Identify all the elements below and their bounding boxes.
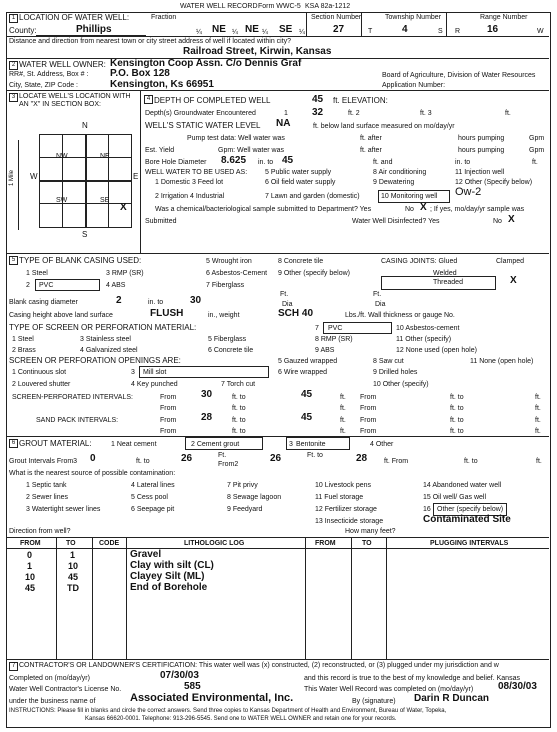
direction-label: Direction from well? bbox=[9, 528, 71, 535]
contam-2[interactable]: 2 Sewer lines bbox=[26, 494, 69, 501]
blank-in-to: in. to bbox=[148, 299, 164, 306]
sand-to-3: ft. to bbox=[232, 428, 246, 435]
groundwater-3: ft. 3 bbox=[420, 110, 432, 117]
opening-3: 3 bbox=[131, 369, 135, 376]
record-date[interactable]: 08/30/03 bbox=[498, 681, 537, 692]
bore-to[interactable]: 45 bbox=[282, 155, 294, 166]
screen-pvc[interactable]: PVC bbox=[328, 325, 343, 332]
casing-8[interactable]: 8 Concrete tile bbox=[278, 258, 324, 265]
s3-label: LOCATE WELL'S LOCATION WITH AN "X" IN SECTION BOX: bbox=[19, 93, 131, 109]
contam-14[interactable]: 14 Abandoned water well bbox=[423, 482, 502, 489]
application-number-label: Application Number: bbox=[382, 82, 446, 89]
height-label: Casing height above land surface bbox=[9, 312, 113, 319]
sand-from-label: From bbox=[160, 417, 177, 424]
log-to-cell[interactable]: TD bbox=[67, 583, 79, 593]
grout-bentonite[interactable]: Bentonite bbox=[296, 441, 326, 448]
casing-weight[interactable]: SCH 40 bbox=[278, 308, 314, 319]
bore-ft-end: ft. bbox=[532, 159, 538, 166]
grout-3: 3 bbox=[289, 441, 293, 448]
opening-10[interactable]: 10 Other (specify) bbox=[373, 381, 429, 388]
distance-value[interactable]: Railroad Street, Kirwin, Kansas bbox=[183, 46, 332, 57]
blank-dia-label: Blank casing diameter bbox=[9, 299, 78, 306]
city-label: City, State, ZIP Code : bbox=[9, 82, 78, 89]
casing-ft-1: Ft. bbox=[280, 291, 289, 298]
yield-ft-after: ft. after bbox=[360, 147, 382, 154]
sand-to-label: ft. to bbox=[232, 417, 246, 424]
screen-10[interactable]: 10 Asbestos-cement bbox=[396, 325, 460, 332]
log-desc-cell[interactable]: Clayey Silt (ML) bbox=[130, 571, 205, 582]
instructions-line-2: Kansas 66620-0001. Telephone: 913-296-5545. Send one to WATER WELL OWNER and retain one for your records. bbox=[85, 716, 397, 722]
spi-ft-4: ft. bbox=[535, 405, 541, 412]
license-label: Water Well Contractor's License No. bbox=[9, 686, 122, 693]
yield-gpm: Gpm: Well water was bbox=[218, 147, 284, 154]
range-label: Range Number bbox=[480, 14, 528, 21]
grout-from-2[interactable]: 26 bbox=[270, 453, 282, 464]
groundwater-1: 1 bbox=[284, 110, 288, 117]
spi-from-3: From bbox=[160, 405, 177, 412]
groundwater-ft: ft. bbox=[505, 110, 511, 117]
grout-to-1[interactable]: 26 bbox=[181, 453, 193, 464]
spi-to[interactable]: 45 bbox=[301, 389, 313, 400]
spi-label: SCREEN-PERFORATED INTERVALS: bbox=[12, 394, 133, 401]
casing-3[interactable]: 3 RMP (SR) bbox=[106, 270, 144, 277]
groundwater-label: Depth(s) Groundwater Encountered bbox=[145, 110, 256, 117]
mile-scale: 1 Mile bbox=[9, 169, 15, 186]
log-header-to: TO bbox=[66, 540, 76, 547]
casing-4[interactable]: 4 ABS bbox=[106, 282, 126, 289]
grout-2[interactable]: 2 Cement grout bbox=[191, 441, 240, 448]
distance-label: Distance and direction from nearest town or city street address of well if located within city? bbox=[9, 38, 292, 45]
spi-from-2: From bbox=[360, 394, 377, 401]
groundwater-2: ft. 2 bbox=[348, 110, 360, 117]
section-7-number: 7 bbox=[9, 662, 18, 671]
casing-6[interactable]: 6 Asbestos-Cement bbox=[206, 270, 268, 277]
sand-from-4: From bbox=[360, 428, 377, 435]
casing-pvc[interactable]: PVC bbox=[39, 282, 54, 289]
casing-9[interactable]: 9 Other (specify below) bbox=[278, 270, 350, 277]
contam-12[interactable]: 12 Fertilizer storage bbox=[315, 506, 377, 513]
opening-8[interactable]: 8 Saw cut bbox=[373, 358, 404, 365]
casing-label: TYPE OF BLANK CASING USED: bbox=[19, 256, 142, 265]
log-desc-cell[interactable]: Gravel bbox=[130, 549, 162, 560]
static-rest: ft. below land surface measured on mo/day/yr bbox=[313, 123, 455, 130]
use-lawn[interactable]: 7 Lawn and garden (domestic) bbox=[265, 193, 360, 200]
north-label: N bbox=[82, 121, 88, 130]
range-w: W bbox=[537, 28, 544, 35]
quarter-symbol-3: ¼ bbox=[262, 29, 268, 36]
pump-gpm: Gpm bbox=[529, 135, 545, 142]
submitted-label: Submitted bbox=[145, 218, 177, 225]
opening-1[interactable]: 1 Continuous slot bbox=[12, 369, 67, 376]
contam-7[interactable]: 7 Pit privy bbox=[227, 482, 258, 489]
use-monitoring[interactable]: 10 Monitoring well bbox=[381, 193, 438, 200]
use-public[interactable]: 5 Public water supply bbox=[265, 169, 332, 176]
grout-to-3: ft. to bbox=[464, 458, 478, 465]
screen-9[interactable]: 9 ABS bbox=[315, 347, 335, 354]
grout-from-3: ft. From bbox=[384, 458, 409, 465]
completed-label: Completed on (mo/day/yr) bbox=[9, 675, 90, 682]
contam-9[interactable]: 9 Feedyard bbox=[227, 506, 263, 513]
casing-height[interactable]: FLUSH bbox=[150, 308, 184, 319]
use-air[interactable]: 8 Air conditioning bbox=[373, 169, 427, 176]
signature-label: By (signature) bbox=[352, 698, 396, 705]
sand-from-3: From bbox=[160, 428, 177, 435]
grout-from2-label: Ft. From2 bbox=[218, 452, 239, 469]
screen-6[interactable]: 6 Concrete tile bbox=[208, 347, 254, 354]
township-t: T bbox=[368, 28, 373, 35]
business-label: under the business name of bbox=[9, 698, 96, 705]
county-label: County: bbox=[9, 26, 37, 35]
casing-7[interactable]: 7 Fiberglass bbox=[206, 282, 245, 289]
contam-11[interactable]: 11 Fuel storage bbox=[315, 494, 364, 501]
log-header-plug-to: TO bbox=[362, 540, 372, 547]
sand-label: SAND PACK INTERVALS: bbox=[36, 417, 119, 424]
dia-label-1: Dia bbox=[282, 301, 293, 308]
log-desc-cell[interactable]: End of Borehole bbox=[130, 582, 208, 593]
screen-4[interactable]: 4 Galvanized steel bbox=[80, 347, 138, 354]
log-from-cell[interactable]: 1 bbox=[27, 561, 33, 571]
use-domestic[interactable]: 1 Domestic 3 Feed lot bbox=[155, 179, 224, 186]
blank-to[interactable]: 30 bbox=[190, 295, 202, 306]
chem-label: Was a chemical/bacteriological sample submitted to Department? Yes bbox=[155, 206, 372, 213]
log-header-lithology: LITHOLOGIC LOG bbox=[184, 540, 245, 547]
log-header-code: CODE bbox=[99, 540, 120, 547]
how-many-label: How many feet? bbox=[345, 528, 396, 535]
log-from-cell[interactable]: 10 bbox=[25, 572, 36, 582]
pump-test-label: Pump test data: Well water was bbox=[187, 135, 285, 142]
joints-clamped[interactable]: Clamped bbox=[496, 258, 525, 265]
openings-label: SCREEN OR PERFORATION OPENINGS ARE: bbox=[9, 356, 181, 365]
township-s: S bbox=[438, 28, 443, 35]
spi-to-4: ft. to bbox=[450, 405, 464, 412]
log-from-cell[interactable]: 45 bbox=[25, 583, 36, 593]
log-header-plug-from: FROM bbox=[315, 540, 336, 547]
grout-to-label-1: ft. to bbox=[136, 458, 150, 465]
south-label: S bbox=[82, 230, 88, 239]
township-number[interactable]: 4 bbox=[402, 24, 408, 35]
spi-from[interactable]: 30 bbox=[201, 389, 213, 400]
use-irrigation[interactable]: 2 Irrigation 4 Industrial bbox=[155, 193, 225, 200]
screen-11[interactable]: 11 Other (specify) bbox=[396, 336, 452, 343]
opening-9[interactable]: 9 Drilled holes bbox=[373, 369, 418, 376]
contam-1[interactable]: 1 Septic tank bbox=[26, 482, 67, 489]
opening-11[interactable]: 11 None (open hole) bbox=[470, 358, 534, 365]
elevation-label: ft. ELEVATION: bbox=[333, 96, 388, 105]
grout-intervals-label: Grout Intervals From3 bbox=[9, 458, 78, 465]
grout-to2-label: Ft. to bbox=[307, 452, 323, 459]
bore-ft-and: ft. and bbox=[373, 159, 393, 166]
owner-city[interactable]: Kensington, Ks 66951 bbox=[110, 79, 214, 90]
bore-in-to-2: in. to bbox=[455, 159, 471, 166]
sand-from[interactable]: 28 bbox=[201, 412, 213, 423]
casing-5[interactable]: 5 Wrought iron bbox=[206, 258, 252, 265]
sand-ft: ft. bbox=[340, 417, 346, 424]
grout-ft-end: ft. bbox=[536, 458, 542, 465]
log-to-cell[interactable]: 45 bbox=[68, 572, 79, 582]
bore-in-to: in. to bbox=[258, 159, 274, 166]
spi-to-3: ft. to bbox=[232, 405, 246, 412]
yield-label: Est. Yield bbox=[145, 147, 175, 154]
section-6-number: 6 bbox=[9, 439, 18, 448]
grout-1[interactable]: 1 Neat cement bbox=[111, 441, 157, 448]
chem-if-yes: ; If yes, mo/day/yr sample was bbox=[430, 206, 525, 213]
quadrant-nw: NW bbox=[56, 153, 68, 160]
section-number[interactable]: 27 bbox=[333, 24, 345, 35]
bore-diameter[interactable]: 8.625 bbox=[221, 155, 247, 166]
disinfected-label: Water Well Disinfected? Yes bbox=[352, 218, 440, 225]
s2-label: WATER WELL OWNER: bbox=[19, 60, 106, 69]
east-label: E bbox=[133, 172, 139, 181]
screen-8[interactable]: 8 RMP (SR) bbox=[315, 336, 353, 343]
sand-ft-3: ft. bbox=[340, 428, 346, 435]
spi-to-label: ft. to bbox=[232, 394, 246, 401]
completed-date[interactable]: 07/30/03 bbox=[160, 670, 199, 681]
screen-1[interactable]: 1 Steel bbox=[12, 336, 34, 343]
spi-from-label: From bbox=[160, 394, 177, 401]
use-injection[interactable]: 11 Injection well bbox=[455, 169, 505, 176]
log-header-plugging: PLUGGING INTERVALS bbox=[430, 540, 509, 547]
grout-label: GROUT MATERIAL: bbox=[19, 439, 92, 448]
screen-7: 7 bbox=[315, 325, 319, 332]
sand-from-2: From bbox=[360, 417, 377, 424]
spi-ft-2: ft. bbox=[535, 394, 541, 401]
contam-3[interactable]: 3 Watertight sewer lines bbox=[26, 506, 101, 513]
form-title: WATER WELL RECORD bbox=[180, 3, 258, 10]
wall-thickness-label: Lbs./ft. Wall thickness or gauge No. bbox=[345, 312, 455, 319]
well-location-x[interactable]: X bbox=[120, 202, 127, 213]
fraction-1[interactable]: NE bbox=[212, 24, 226, 35]
contam-16: 16 bbox=[423, 506, 431, 513]
spi-ft: ft. bbox=[340, 394, 346, 401]
grout-4[interactable]: 4 Other bbox=[370, 441, 394, 448]
log-desc-cell[interactable]: Clay with silt (CL) bbox=[130, 560, 214, 571]
contam-4[interactable]: 4 Lateral lines bbox=[131, 482, 175, 489]
quadrant-ne: NE bbox=[100, 153, 110, 160]
section-2-number: 2 bbox=[9, 61, 18, 70]
casing-2: 2 bbox=[26, 282, 30, 289]
log-to-cell[interactable]: 10 bbox=[68, 561, 79, 571]
west-label: W bbox=[30, 172, 38, 181]
address-label: RR#, St. Address, Box # : bbox=[9, 71, 89, 78]
yield-hours: hours pumping bbox=[458, 147, 505, 154]
business-name[interactable]: Associated Environmental, Inc. bbox=[130, 692, 294, 704]
pump-ft-after: ft. after bbox=[360, 135, 382, 142]
opening-6[interactable]: 6 Wire wrapped bbox=[278, 369, 328, 376]
license-number[interactable]: 585 bbox=[184, 681, 201, 692]
opening-4[interactable]: 4 Key punched bbox=[131, 381, 178, 388]
use-dewatering[interactable]: 9 Dewatering bbox=[373, 179, 415, 186]
chem-no-x[interactable]: X bbox=[420, 202, 427, 213]
use-other[interactable]: 12 Other (Specify below) bbox=[455, 179, 533, 186]
bore-label: Bore Hole Diameter bbox=[145, 159, 207, 166]
fraction-3[interactable]: SE bbox=[279, 24, 293, 35]
contam-10[interactable]: 10 Livestock pens bbox=[315, 482, 372, 489]
log-from-cell[interactable]: 0 bbox=[27, 550, 33, 560]
log-header-from: FROM bbox=[20, 540, 41, 547]
section-number-label: Section Number bbox=[311, 14, 362, 21]
section-1-number: 1 bbox=[9, 14, 18, 23]
joints-welded[interactable]: Welded bbox=[433, 270, 457, 277]
screen-3[interactable]: 3 Stainless steel bbox=[80, 336, 131, 343]
opening-mill-slot[interactable]: Mill slot bbox=[143, 369, 167, 376]
static-value[interactable]: NA bbox=[276, 118, 291, 129]
quarter-symbol-2: ¼ bbox=[232, 29, 238, 36]
disinfected-x[interactable]: X bbox=[508, 214, 515, 225]
weight-label: in., weight bbox=[208, 312, 240, 319]
casing-ft-2: Ft. bbox=[373, 291, 382, 298]
groundwater-depth[interactable]: 32 bbox=[312, 107, 324, 118]
ksa-reference: KSA 82a-1212 bbox=[305, 3, 351, 10]
s1-label: LOCATION OF WATER WELL: bbox=[19, 13, 130, 22]
joints-label: CASING JOINTS: Glued bbox=[381, 258, 458, 265]
depth-value[interactable]: 45 bbox=[312, 94, 324, 105]
contam-5[interactable]: 5 Cess pool bbox=[131, 494, 168, 501]
fraction-label: Fraction bbox=[151, 14, 177, 21]
yield-gpm-end: Gpm bbox=[529, 147, 545, 154]
sand-to-2: ft. to bbox=[450, 417, 464, 424]
board-label: Board of Agriculture, Division of Water Resources bbox=[382, 72, 536, 79]
range-number[interactable]: 16 bbox=[487, 24, 499, 35]
true-statement: and this record is true to the best of my knowledge and belief. Kansas bbox=[304, 675, 520, 682]
dia-label-2: Dia bbox=[375, 301, 386, 308]
blank-diameter[interactable]: 2 bbox=[116, 295, 122, 306]
section-3-number: 3 bbox=[9, 93, 18, 102]
pump-hours: hours pumping bbox=[458, 135, 505, 142]
static-label: WELL'S STATIC WATER LEVEL bbox=[145, 121, 261, 130]
disinfected-no[interactable]: No bbox=[493, 218, 502, 225]
screen-2[interactable]: 2 Brass bbox=[12, 347, 36, 354]
use-oil[interactable]: 6 Oil field water supply bbox=[265, 179, 336, 186]
form-number: Form WWC-5 bbox=[258, 3, 301, 10]
opening-2[interactable]: 2 Louvered shutter bbox=[12, 381, 71, 388]
contam-15[interactable]: 15 Oil well/ Gas well bbox=[423, 494, 487, 501]
contam-other[interactable]: Other (specify below) bbox=[437, 506, 504, 513]
contam-label: What is the nearest source of possible contamination: bbox=[9, 470, 176, 477]
opening-7[interactable]: 7 Torch cut bbox=[221, 381, 256, 388]
contam-other-value[interactable]: Contaminated Site bbox=[423, 514, 511, 525]
threaded-x[interactable]: X bbox=[510, 275, 517, 286]
section-4-number: 4 bbox=[144, 95, 153, 104]
range-r: R bbox=[455, 28, 461, 35]
quadrant-se: SE bbox=[100, 197, 110, 204]
county-value[interactable]: Phillips bbox=[76, 24, 112, 35]
section-5-number: 5 bbox=[9, 256, 18, 265]
sand-to[interactable]: 45 bbox=[301, 412, 313, 423]
fraction-2[interactable]: NE bbox=[245, 24, 259, 35]
owner-address[interactable]: P.O. Box 128 bbox=[110, 68, 170, 79]
sand-ft-2: ft. bbox=[535, 417, 541, 424]
sand-ft-4: ft. bbox=[535, 428, 541, 435]
grout-from-1[interactable]: 0 bbox=[90, 453, 96, 464]
certification-label: CONTRACTOR'S OR LANDOWNER'S CERTIFICATION: This water well was (x) constructed, (2) reconstructed, or (3) plugged under my jurisdiction and w bbox=[19, 662, 499, 669]
quarter-symbol-1: ¼ bbox=[196, 29, 202, 36]
grout-to-2[interactable]: 28 bbox=[356, 453, 368, 464]
use-other-value[interactable]: Ow-2 bbox=[455, 186, 482, 198]
screen-12[interactable]: 12 None used (open hole) bbox=[396, 347, 477, 354]
contam-8[interactable]: 8 Sewage lagoon bbox=[227, 494, 282, 501]
joints-threaded[interactable]: Threaded bbox=[433, 279, 463, 286]
chem-no[interactable]: No bbox=[405, 206, 414, 213]
quarter-symbol-4: ¼ bbox=[299, 29, 305, 36]
township-label: Township Number bbox=[385, 14, 442, 21]
quadrant-sw: SW bbox=[56, 197, 68, 204]
depth-label: DEPTH OF COMPLETED WELL bbox=[154, 96, 271, 105]
record-completed-label: This Water Well Record was completed on (mo/day/yr) bbox=[304, 686, 474, 693]
casing-1[interactable]: 1 Steel bbox=[26, 270, 48, 277]
contam-6[interactable]: 6 Seepage pit bbox=[131, 506, 175, 513]
signature[interactable]: Darin R Duncan bbox=[414, 693, 490, 704]
spi-to-2: ft. to bbox=[450, 394, 464, 401]
spi-ft-3: ft. bbox=[340, 405, 346, 412]
opening-5[interactable]: 5 Gauzed wrapped bbox=[278, 358, 338, 365]
spi-from-4: From bbox=[360, 405, 377, 412]
sand-to-4: ft. to bbox=[450, 428, 464, 435]
screen-type-label: TYPE OF SCREEN OR PERFORATION MATERIAL: bbox=[9, 323, 197, 332]
use-label: WELL WATER TO BE USED AS: bbox=[145, 169, 248, 176]
owner-name[interactable]: Kensington Coop Assn. C/o Dennis Graf bbox=[110, 58, 302, 69]
instructions-line-1: INSTRUCTIONS: Please fill in blanks and circle the correct answers. Send three copies to Kansas Department of Health and Environment, Bureau of Water, Topeka, bbox=[9, 708, 447, 714]
contam-13[interactable]: 13 Insecticide storage bbox=[315, 518, 384, 525]
screen-5[interactable]: 5 Fiberglass bbox=[208, 336, 247, 343]
log-to-cell[interactable]: 1 bbox=[70, 550, 76, 560]
